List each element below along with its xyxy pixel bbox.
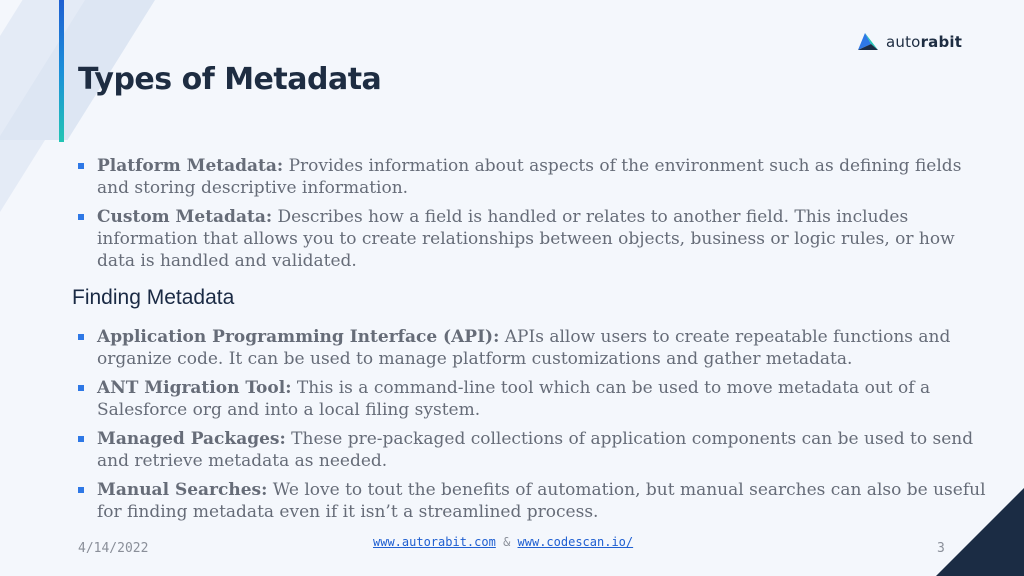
autorabit-link[interactable]: www.autorabit.com [373, 535, 496, 549]
list-item-term: Managed Packages: [97, 429, 286, 449]
finding-metadata-list [78, 326, 988, 530]
page-number: 3 [937, 541, 945, 556]
bullet-icon [78, 385, 84, 391]
title-accent-bar [59, 0, 64, 142]
list-item-term: Custom Metadata: [97, 207, 273, 227]
list-item-text: Describes how a field is handled or relates to another field. This includes information that allows you to create relationships between objects, business or logic rules, or how data is handled and validated. [97, 207, 955, 271]
autorabit-logo [856, 30, 962, 54]
list-item [78, 326, 988, 370]
list-item [78, 155, 988, 199]
bullet-icon [78, 214, 84, 220]
metadata-types-list [78, 155, 988, 279]
list-item-text: APIs allow users to create repeatable functions and organize code. It can be used to manage platform customizations and gather metadata. [97, 327, 951, 369]
list-item-term: ANT Migration Tool: [97, 378, 292, 398]
list-item-text: This is a command-line tool which can be used to move metadata out of a Salesforce org and into a local filing system. [97, 378, 931, 420]
list-item-term: Application Programming Interface (API): [97, 327, 500, 347]
page-title: Types of Metadata [78, 62, 382, 97]
list-item [78, 428, 988, 472]
list-item [78, 479, 988, 523]
bullet-icon [78, 163, 84, 169]
list-item-term: Manual Searches: [97, 480, 268, 500]
footer-links [373, 535, 633, 549]
bullet-icon [78, 487, 84, 493]
list-item-text: These pre-packaged collections of application components can be used to send and retrieve metadata as needed. [97, 429, 974, 471]
list-item-text: Provides information about aspects of the environment such as defining fields and storing descriptive information. [97, 156, 962, 198]
codescan-link[interactable]: www.codescan.io/ [517, 535, 634, 549]
list-item-text: We love to tout the benefits of automation, but manual searches can also be useful for finding metadata even if it isn’t a streamlined process. [97, 480, 986, 522]
bullet-icon [78, 334, 84, 340]
section-heading: Finding Metadata [72, 286, 235, 309]
slide-date: 4/14/2022 [78, 541, 149, 556]
link-separator: & [503, 535, 511, 549]
logo-text: autorabit [886, 33, 963, 51]
bullet-icon [78, 436, 84, 442]
list-item-term: Platform Metadata: [97, 156, 284, 176]
list-item [78, 206, 988, 272]
autorabit-logo-icon [856, 30, 880, 54]
list-item [78, 377, 988, 421]
